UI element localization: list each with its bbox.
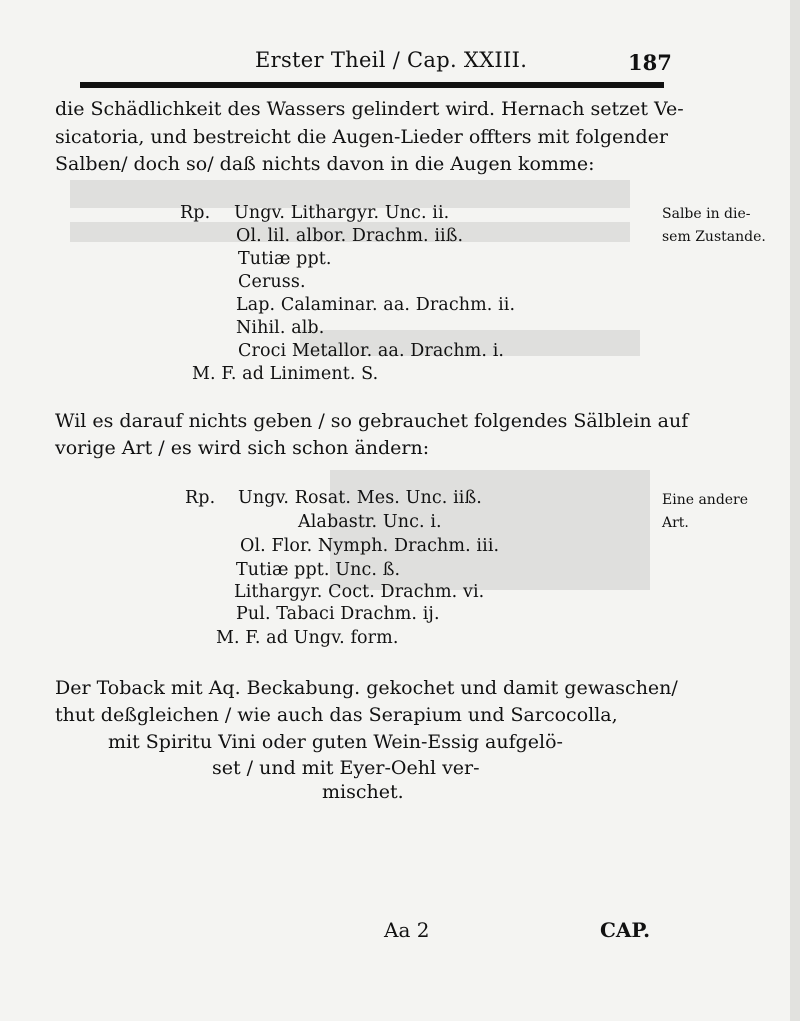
header-rule: [80, 82, 664, 88]
paragraph-line: Wil es darauf nichts geben / so gebrauchet folgendes Sälblein auf: [55, 410, 689, 432]
recipe-rp: Rp.: [185, 488, 216, 508]
paragraph-line: mit Spiritu Vini oder guten Wein-Essig aufgelö-: [108, 731, 563, 753]
paragraph-line: sicatoria, und bestreicht die Augen-Lieder offters mit folgender: [55, 126, 669, 148]
paragraph-line: vorige Art / es wird sich schon ändern:: [55, 437, 430, 459]
recipe-line: Croci Metallor. aa. Drachm. i.: [238, 341, 505, 361]
recipe-line: Lap. Calaminar. aa. Drachm. ii.: [236, 295, 516, 315]
margin-note-line: sem Zustande.: [662, 229, 766, 245]
recipe-line: Lithargyr. Coct. Drachm. vi.: [234, 582, 485, 602]
recipe-line: Tutiæ ppt.: [238, 249, 332, 269]
recipe-line: Ol. lil. albor. Drachm. iiß.: [236, 226, 464, 246]
recipe-line: Tutiæ ppt. Unc. ß.: [236, 560, 401, 580]
paragraph-line: mischet.: [322, 781, 404, 803]
recipe-line: M. F. ad Liniment. S.: [192, 364, 379, 384]
catchword: CAP.: [600, 918, 651, 942]
recipe-line: Pul. Tabaci Drachm. ij.: [236, 604, 440, 624]
paragraph-line: thut deßgleichen / wie auch das Serapium und Sarcocolla,: [55, 704, 618, 726]
page-edge: [790, 0, 800, 1021]
recipe-line: Ungv. Lithargyr. Unc. ii.: [234, 203, 450, 223]
recipe-line: M. F. ad Ungv. form.: [216, 628, 399, 648]
recipe-line: Ungv. Rosat. Mes. Unc. iiß.: [238, 488, 482, 508]
recipe-rp: Rp.: [180, 203, 211, 223]
recipe-line: Ceruss.: [238, 272, 306, 292]
paragraph-line: die Schädlichkeit des Wassers gelindert wird. Hernach setzet Ve-: [55, 98, 684, 120]
recipe-line: Nihil. alb.: [236, 318, 325, 338]
running-header: Erster Theil / Cap. XXIII.: [255, 48, 528, 72]
recipe-line: Alabastr. Unc. i.: [298, 512, 442, 532]
margin-note-line: Eine andere: [662, 492, 749, 508]
paragraph-line: Salben/ doch so/ daß nichts davon in die Augen komme:: [55, 153, 595, 175]
margin-note-line: Salbe in die-: [662, 206, 751, 222]
paragraph-line: Der Toback mit Aq. Beckabung. gekochet und damit gewaschen/: [55, 677, 678, 699]
recipe-line: Ol. Flor. Nymph. Drachm. iii.: [240, 536, 500, 556]
margin-note-line: Art.: [662, 515, 689, 531]
page-number: 187: [628, 50, 672, 75]
signature-mark: Aa 2: [384, 918, 430, 942]
paragraph-line: set / und mit Eyer-Oehl ver-: [212, 757, 480, 779]
